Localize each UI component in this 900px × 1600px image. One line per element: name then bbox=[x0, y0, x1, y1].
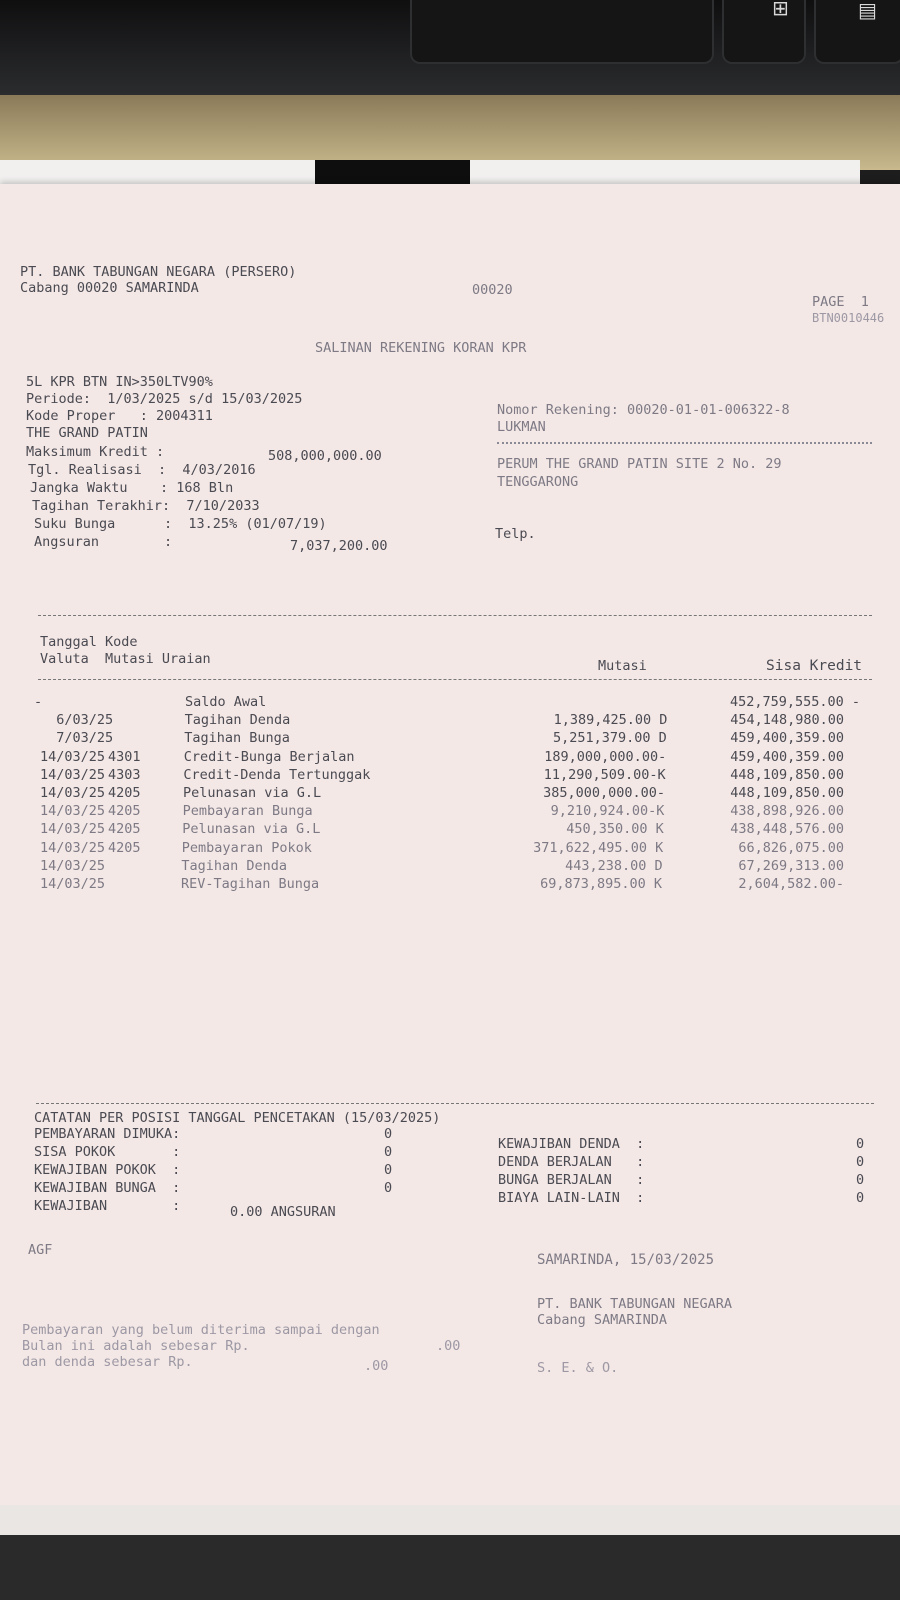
page-number: PAGE 1 bbox=[812, 294, 869, 310]
col-header-tanggal-kode: Tanggal Kode bbox=[40, 634, 138, 650]
row-sisa: 2,604,582.00- bbox=[738, 876, 844, 892]
row-uraian: Tagihan Bunga bbox=[184, 730, 290, 747]
row-sisa: 448,109,850.00 bbox=[730, 785, 844, 801]
catatan-left-label: PEMBAYARAN DIMUKA: bbox=[34, 1126, 181, 1142]
catatan-left-value: 0 bbox=[384, 1144, 393, 1160]
signature-note: S. E. & O. bbox=[537, 1360, 619, 1376]
agf-label: AGF bbox=[28, 1242, 53, 1258]
suku-bunga: Suku Bunga : 13.25% (01/07/19) bbox=[34, 516, 327, 532]
catatan-right-label: BUNGA BERJALAN : bbox=[498, 1172, 645, 1188]
note-line-3: dan denda sebesar Rp. bbox=[22, 1354, 193, 1370]
row-date: 14/03/25 bbox=[40, 785, 106, 801]
row-uraian: Pembayaran Bunga bbox=[182, 803, 313, 820]
catatan-right-label: DENDA BERJALAN : bbox=[498, 1154, 645, 1170]
table-header-divider bbox=[38, 679, 872, 680]
row-uraian: Saldo Awal bbox=[185, 694, 267, 710]
note-line-1: Pembayaran yang belum diterima sampai dengan bbox=[22, 1322, 380, 1338]
keyboard-key bbox=[814, 0, 900, 64]
note-line-2: Bulan ini adalah sebesar Rp. bbox=[22, 1338, 250, 1354]
row-sisa: 448,109,850.00 bbox=[730, 766, 844, 783]
col-header-mutasi: Mutasi bbox=[598, 658, 647, 674]
catatan-left-value: 0 bbox=[384, 1180, 393, 1196]
row-sisa: 438,898,926.00 bbox=[730, 803, 844, 820]
row-sisa: 459,400,359.00 bbox=[730, 748, 844, 765]
catatan-right-value: 0 bbox=[856, 1172, 865, 1188]
row-uraian: Credit-Bunga Berjalan bbox=[183, 748, 355, 765]
row-date: 14/03/25 bbox=[40, 821, 106, 838]
statement-paper bbox=[0, 184, 900, 1509]
footer-bank-name: PT. BANK TABUNGAN NEGARA bbox=[537, 1296, 733, 1312]
row-uraian: Pembayaran Pokok bbox=[181, 839, 312, 856]
row-mutasi: 189,000,000.00- bbox=[544, 748, 667, 765]
row-date: 14/03/25 bbox=[40, 803, 106, 820]
asterisk-divider bbox=[497, 442, 872, 444]
row-sisa: 452,759,555.00 - bbox=[729, 694, 860, 710]
row-uraian: Pelunasan via G.L bbox=[183, 785, 322, 801]
product-name: 5L KPR BTN IN>350LTV90% bbox=[26, 374, 213, 390]
windows-key-icon: ⊞ bbox=[772, 0, 789, 20]
row-sisa: 67,269,313.00 bbox=[738, 857, 844, 874]
row-mutasi: 69,873,895.00 K bbox=[540, 876, 662, 892]
catatan-left-label: SISA POKOK : bbox=[34, 1144, 181, 1160]
desk-background bbox=[0, 95, 900, 170]
catatan-left-label: KEWAJIBAN POKOK : bbox=[34, 1162, 181, 1178]
telp-label: Telp. bbox=[495, 526, 536, 542]
catatan-right-value: 0 bbox=[856, 1190, 865, 1206]
desk-bottom bbox=[0, 1535, 900, 1600]
row-sisa: 454,148,980.00 bbox=[730, 712, 844, 729]
row-uraian: REV-Tagihan Bunga bbox=[181, 876, 320, 892]
row-kode: 4205 bbox=[108, 803, 141, 820]
row-kode: 4205 bbox=[108, 839, 141, 856]
tagihan-terakhir: Tagihan Terakhir: 7/10/2033 bbox=[32, 498, 260, 514]
row-kode: 4303 bbox=[108, 766, 141, 783]
row-date: 14/03/25 bbox=[40, 857, 106, 874]
row-uraian: Tagihan Denda bbox=[181, 857, 288, 874]
row-sisa: 459,400,359.00 bbox=[730, 730, 844, 747]
row-date: 14/03/25 bbox=[40, 748, 106, 765]
maksimum-kredit-label: Maksimum Kredit : bbox=[26, 444, 165, 460]
branch-name: Cabang 00020 SAMARINDA bbox=[20, 280, 199, 296]
row-date: 7/03/25 bbox=[40, 730, 114, 747]
catatan-right-value: 0 bbox=[856, 1136, 865, 1152]
row-uraian: Tagihan Denda bbox=[184, 712, 291, 729]
col-header-valuta-mutasi-uraian: Valuta Mutasi Uraian bbox=[40, 651, 211, 667]
row-date: 14/03/25 bbox=[40, 839, 106, 856]
table-top-divider bbox=[38, 615, 872, 616]
row-sisa: 438,448,576.00 bbox=[730, 821, 844, 838]
catatan-left-value: 0 bbox=[384, 1126, 393, 1142]
menu-key-icon: ▤ bbox=[858, 0, 877, 22]
row-kode: 4205 bbox=[108, 785, 141, 801]
col-header-sisa-kredit: Sisa Kredit bbox=[766, 658, 863, 674]
row-mutasi: 385,000,000.00- bbox=[543, 785, 665, 801]
row-mutasi: 443,238.00 D bbox=[565, 857, 663, 874]
catatan-right-label: KEWAJIBAN DENDA : bbox=[498, 1136, 645, 1152]
keyboard-key bbox=[410, 0, 714, 64]
branch-code: 00020 bbox=[472, 282, 513, 298]
address-line-1: PERUM THE GRAND PATIN SITE 2 No. 29 bbox=[497, 456, 782, 472]
place-date: SAMARINDA, 15/03/2025 bbox=[537, 1252, 715, 1268]
periode: Periode: 1/03/2025 s/d 15/03/2025 bbox=[26, 391, 303, 407]
row-mutasi: 5,251,379.00 D bbox=[553, 730, 667, 747]
catatan-title: CATATAN PER POSISI TANGGAL PENCETAKAN (15/03/2025) bbox=[34, 1110, 441, 1126]
row-mutasi: 1,389,425.00 D bbox=[553, 712, 668, 729]
bank-name: PT. BANK TABUNGAN NEGARA (PERSERO) bbox=[20, 264, 297, 280]
keyboard-key bbox=[722, 0, 806, 64]
row-mutasi: 11,290,509.00-K bbox=[543, 766, 666, 783]
nomor-rekening: Nomor Rekening: 00020-01-01-006322-8 bbox=[497, 402, 790, 418]
maksimum-kredit-value: 508,000,000.00 bbox=[268, 448, 382, 464]
kewajiban-label: KEWAJIBAN : bbox=[34, 1198, 181, 1214]
row-uraian: Pelunasan via G.L bbox=[182, 821, 321, 838]
note-line-3-value: .00 bbox=[364, 1358, 389, 1374]
row-date: 14/03/25 bbox=[40, 876, 106, 892]
row-mutasi: 450,350.00 K bbox=[566, 821, 664, 838]
angsuran-value: 7,037,200.00 bbox=[290, 538, 388, 554]
note-line-2-value: .00 bbox=[436, 1338, 461, 1354]
row-date: - bbox=[34, 694, 43, 710]
catatan-left-value: 0 bbox=[384, 1162, 393, 1178]
row-kode: 4205 bbox=[108, 821, 141, 838]
row-sisa: 66,826,075.00 bbox=[738, 839, 844, 856]
report-code: BTN0010446 bbox=[812, 311, 885, 325]
catatan-left-label: KEWAJIBAN BUNGA : bbox=[34, 1180, 181, 1196]
row-mutasi: 9,210,924.00-K bbox=[550, 803, 665, 820]
customer-name: LUKMAN bbox=[497, 419, 546, 435]
document-title: SALINAN REKENING KORAN KPR bbox=[315, 340, 527, 356]
kode-proper: Kode Proper : 2004311 bbox=[26, 408, 213, 424]
row-date: 6/03/25 bbox=[40, 712, 114, 729]
row-mutasi: 371,622,495.00 K bbox=[533, 839, 664, 856]
keyboard-background bbox=[0, 0, 900, 95]
jangka-waktu: Jangka Waktu : 168 Bln bbox=[30, 480, 234, 496]
row-date: 14/03/25 bbox=[40, 766, 106, 783]
address-line-2: TENGGARONG bbox=[497, 474, 579, 490]
catatan-right-value: 0 bbox=[856, 1154, 865, 1170]
kewajiban-value: 0.00 ANGSURAN bbox=[230, 1204, 336, 1220]
project-name: THE GRAND PATIN bbox=[26, 425, 148, 441]
footer-branch: Cabang SAMARINDA bbox=[537, 1312, 668, 1328]
angsuran-label: Angsuran : bbox=[34, 534, 173, 550]
catatan-divider bbox=[36, 1103, 874, 1104]
catatan-right-label: BIAYA LAIN-LAIN : bbox=[498, 1190, 645, 1206]
tgl-realisasi: Tgl. Realisasi : 4/03/2016 bbox=[28, 462, 256, 478]
row-kode: 4301 bbox=[108, 748, 141, 765]
row-uraian: Credit-Denda Tertunggak bbox=[183, 766, 371, 783]
